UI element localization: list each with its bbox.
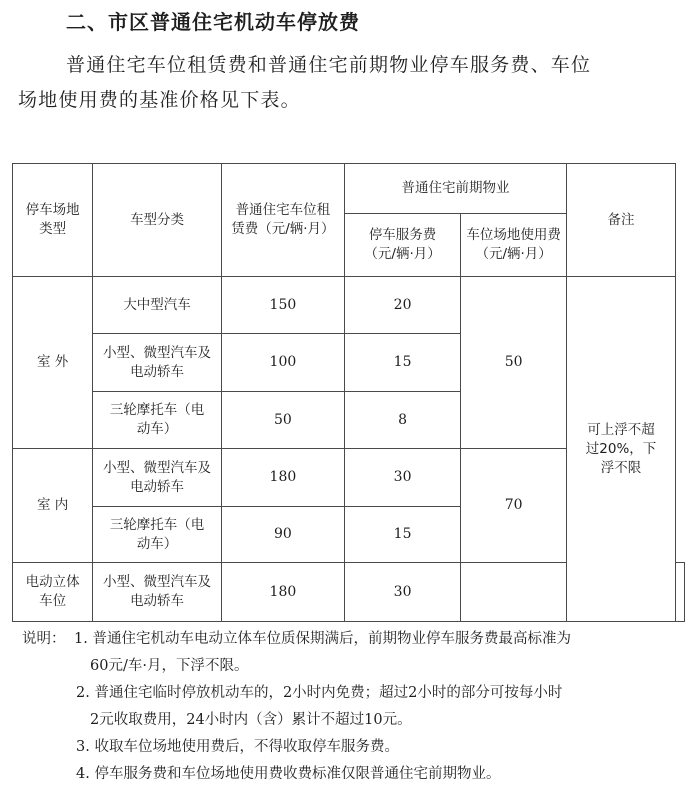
vehicle-cell: 三轮摩托车（电动车） <box>93 392 222 449</box>
site-fee-cell <box>461 563 567 622</box>
vehicle-cell: 三轮摩托车（电动车） <box>93 507 222 563</box>
header-rent: 普通住宅车位租赁费（元/辆·月） <box>221 164 344 277</box>
vehicle-cell: 大中型汽车 <box>93 277 222 334</box>
vehicle-cell: 小型、微型汽车及电动轿车 <box>93 449 222 507</box>
paragraph-line-1: 普通住宅车位租赁费和普通住宅前期物业停车服务费、车位 <box>66 54 592 76</box>
section-heading: 二、市区普通住宅机动车停放费 <box>66 10 360 34</box>
header-service: 停车服务费（元/辆·月） <box>344 214 460 277</box>
service-cell: 8 <box>344 392 460 449</box>
location-cell: 室 外 <box>13 277 93 449</box>
service-cell: 15 <box>344 334 460 392</box>
remark-cell-empty <box>676 563 685 622</box>
intro-paragraph <box>18 48 668 118</box>
service-cell: 15 <box>344 507 460 563</box>
vehicle-cell: 小型、微型汽车及电动轿车 <box>93 563 222 622</box>
rent-cell: 180 <box>221 449 344 507</box>
service-cell: 30 <box>344 563 460 622</box>
parking-fee-table <box>12 163 685 622</box>
location-cell: 电动立体车位 <box>13 563 93 622</box>
rent-cell: 90 <box>221 507 344 563</box>
rent-cell: 50 <box>221 392 344 449</box>
header-vehicle: 车型分类 <box>93 164 222 277</box>
note-item-1-cont: 60元/车·月，下浮不限。 <box>90 658 249 674</box>
note-item-2-cont: 2元收取费用，24小时内（含）累计不超过10元。 <box>90 712 412 728</box>
table-row <box>13 277 685 334</box>
header-site: 车位场地使用费（元/辆·月） <box>461 214 567 277</box>
rent-cell: 100 <box>221 334 344 392</box>
site-fee-cell: 50 <box>461 277 567 449</box>
service-cell: 30 <box>344 449 460 507</box>
notes-section <box>22 626 672 788</box>
header-property-group: 普通住宅前期物业 <box>344 164 566 214</box>
notes-label: 说明： <box>22 631 66 647</box>
location-cell: 室 内 <box>13 449 93 563</box>
header-location: 停车场地类型 <box>13 164 93 277</box>
note-item-4: 4. 停车服务费和车位场地使用费收费标准仅限普通住宅前期物业。 <box>76 766 501 782</box>
note-item-2: 2. 普通住宅临时停放机动车的，2小时内免费；超过2小时的部分可按每小时 <box>76 685 563 701</box>
service-cell: 20 <box>344 277 460 334</box>
paragraph-line-2: 场地使用费的基准价格见下表。 <box>18 89 301 111</box>
rent-cell: 180 <box>221 563 344 622</box>
vehicle-cell: 小型、微型汽车及电动轿车 <box>93 334 222 392</box>
header-remark: 备注 <box>567 164 676 277</box>
note-item-1: 说明： 1. 普通住宅机动车电动立体车位质保期满后，前期物业停车服务费最高标准为 <box>22 626 672 653</box>
rent-cell: 150 <box>221 277 344 334</box>
site-fee-cell: 70 <box>461 449 567 563</box>
note-item-3: 3. 收取车位场地使用费后，不得收取停车服务费。 <box>76 739 399 755</box>
remark-cell: 可上浮不超过20%，下浮不限 <box>567 277 676 622</box>
